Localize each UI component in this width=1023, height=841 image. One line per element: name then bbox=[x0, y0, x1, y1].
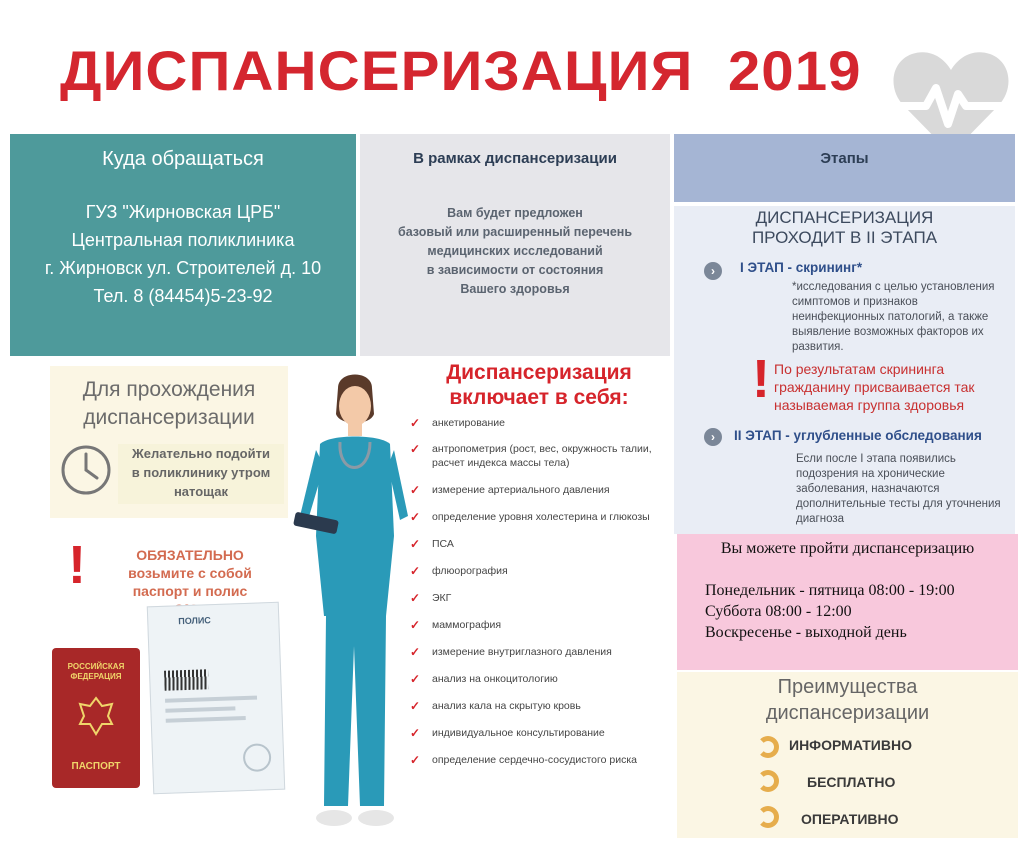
contacts-phone: Тел. 8 (84454)5-23-92 bbox=[93, 286, 273, 306]
includes-item bbox=[410, 699, 652, 713]
check-icon: ✓ bbox=[410, 510, 421, 524]
benefits-title bbox=[677, 674, 1018, 726]
stage-note-line: называемая группа здоровья bbox=[774, 397, 965, 413]
contacts-heading: Куда обращаться bbox=[102, 148, 264, 170]
stage1-desc-line: симптомов и признаков bbox=[792, 296, 918, 308]
includes-item-text: анализ кала на скрытую кровь bbox=[432, 700, 581, 712]
passport-country-line: ФЕДЕРАЦИЯ bbox=[70, 672, 122, 681]
stamp-icon bbox=[243, 743, 272, 772]
stage2-desc-line: дополнительные тесты для уточнения bbox=[796, 498, 1001, 510]
check-icon: ✓ bbox=[410, 699, 421, 713]
exclamation-icon: ! bbox=[68, 535, 86, 595]
must-line: возьмите с собой bbox=[128, 565, 252, 581]
policy-image bbox=[147, 602, 285, 794]
scope-line: Вашего здоровья bbox=[460, 282, 570, 296]
check-icon: ✓ bbox=[410, 753, 421, 767]
stage1-arrow-icon: › bbox=[704, 262, 722, 280]
includes-item-text: индивидуальное консультирование bbox=[432, 727, 605, 739]
includes-item bbox=[410, 726, 652, 740]
benefit-item: ОПЕРАТИВНО bbox=[801, 811, 899, 827]
includes-item bbox=[410, 537, 652, 551]
stages-heading: Этапы bbox=[820, 150, 869, 167]
visit-note-line: натощак bbox=[173, 484, 229, 499]
stage1-desc-line: развития. bbox=[792, 341, 844, 353]
benefit-item: БЕСПЛАТНО bbox=[807, 774, 896, 790]
exclamation-icon: ! bbox=[752, 349, 770, 409]
stage1-description bbox=[792, 280, 994, 355]
stage2-desc-line: подозрения на хронические bbox=[796, 468, 945, 480]
policy-label: ПОЛИС bbox=[178, 615, 211, 627]
includes-item bbox=[410, 416, 652, 430]
schedule-saturday: Суббота 08:00 - 12:00 bbox=[705, 603, 852, 620]
includes-item bbox=[410, 591, 652, 605]
includes-item bbox=[410, 510, 652, 524]
check-icon: ✓ bbox=[410, 672, 421, 686]
visit-title bbox=[50, 376, 288, 432]
includes-title bbox=[394, 360, 684, 410]
stages-title-line: ПРОХОДИТ В II ЭТАПА bbox=[751, 228, 938, 247]
policy-line bbox=[165, 706, 235, 712]
nurse-illustration bbox=[290, 366, 420, 836]
includes-item bbox=[410, 618, 652, 632]
visit-note-line: Желательно подойти bbox=[132, 446, 270, 461]
includes-title-line: включает в себя: bbox=[449, 386, 629, 409]
schedule-hours bbox=[705, 580, 955, 643]
includes-item-text: антропометрия (рост, вес, окружность талии, bbox=[432, 443, 652, 455]
stage2-arrow-icon: › bbox=[704, 428, 722, 446]
stage-note-line: гражданину присваивается так bbox=[774, 379, 975, 395]
includes-item bbox=[410, 442, 652, 470]
includes-item-text: измерение внутриглазного давления bbox=[432, 646, 612, 658]
benefit-arrow-icon bbox=[757, 770, 779, 792]
contacts-clinic: Центральная поликлиника bbox=[71, 230, 295, 250]
check-icon: ✓ bbox=[410, 564, 421, 578]
stages-title-line: ДИСПАНСЕРИЗАЦИЯ bbox=[755, 208, 934, 227]
stages-title bbox=[674, 208, 1015, 248]
stage2-description bbox=[796, 452, 1001, 527]
contacts-panel bbox=[10, 134, 356, 356]
stage1-desc-line: *исследования с целью установления bbox=[792, 281, 995, 293]
contacts-org: ГУЗ "Жирновская ЦРБ" bbox=[85, 202, 281, 222]
includes-item-text: анализ на онкоцитологию bbox=[432, 673, 558, 685]
check-icon: ✓ bbox=[410, 726, 421, 740]
check-icon: ✓ bbox=[410, 416, 421, 430]
check-icon: ✓ bbox=[410, 537, 421, 551]
visit-note bbox=[118, 444, 284, 504]
stage2-desc-line: заболевания, назначаются bbox=[796, 483, 940, 495]
passport-country bbox=[52, 662, 140, 682]
contacts-address: г. Жирновск ул. Строителей д. 10 bbox=[44, 258, 322, 278]
includes-item-text: флюорография bbox=[432, 565, 508, 577]
visit-title-line: Для прохождения bbox=[82, 378, 256, 401]
includes-item-text: ПСА bbox=[432, 538, 454, 550]
scope-line: в зависимости от состояния bbox=[426, 263, 604, 277]
includes-item-text: измерение артериального давления bbox=[432, 484, 610, 496]
scope-line: медицинских исследований bbox=[427, 244, 603, 258]
includes-item-text: определение сердечно-сосудистого риска bbox=[432, 754, 637, 766]
includes-item bbox=[410, 564, 652, 578]
benefit-arrow-icon bbox=[757, 736, 779, 758]
schedule-panel bbox=[677, 534, 1018, 670]
includes-item bbox=[410, 672, 652, 686]
passport-country-line: РОССИЙСКАЯ bbox=[67, 662, 125, 671]
benefits-title-line: диспансеризации bbox=[765, 702, 930, 724]
scope-panel bbox=[360, 134, 670, 356]
scope-line: Вам будет предложен bbox=[447, 206, 583, 220]
stage-note-line: По результатам скрининга bbox=[774, 361, 945, 377]
includes-item-text: маммография bbox=[432, 619, 502, 631]
stage2-desc-line: диагноза bbox=[796, 513, 845, 525]
includes-item bbox=[410, 483, 652, 497]
title-text: ДИСПАНСЕРИЗАЦИЯ bbox=[60, 39, 694, 102]
benefit-arrow-icon bbox=[757, 806, 779, 828]
includes-item-text: анкетирование bbox=[432, 417, 505, 429]
stage-note bbox=[774, 360, 975, 414]
barcode-icon bbox=[164, 669, 209, 691]
policy-line bbox=[165, 696, 257, 703]
visit-panel bbox=[50, 366, 288, 518]
passport-image bbox=[52, 648, 140, 788]
schedule-heading: Вы можете пройти диспансеризацию bbox=[720, 540, 975, 557]
page-title bbox=[60, 38, 862, 103]
check-icon: ✓ bbox=[410, 591, 421, 605]
must-line: ОБЯЗАТЕЛЬНО bbox=[136, 547, 244, 563]
stage1-title: I ЭТАП - скрининг* bbox=[740, 260, 863, 275]
scope-heading: В рамках диспансеризации bbox=[413, 150, 617, 167]
benefits-panel bbox=[677, 672, 1018, 838]
schedule-weekdays: Понедельник - пятница 08:00 - 19:00 bbox=[705, 582, 955, 599]
check-icon: ✓ bbox=[410, 483, 421, 497]
stage2-desc-line: Если после I этапа появились bbox=[796, 453, 956, 465]
includes-item-text: определение уровня холестерина и глюкозы bbox=[432, 511, 650, 523]
stages-panel bbox=[674, 206, 1015, 534]
includes-list bbox=[410, 416, 652, 767]
check-icon: ✓ bbox=[410, 645, 421, 659]
benefits-title-line: Преимущества bbox=[777, 676, 918, 698]
scope-text bbox=[372, 204, 658, 299]
coat-of-arms-icon bbox=[76, 694, 116, 738]
policy-line bbox=[166, 716, 246, 723]
contacts-details bbox=[10, 198, 356, 310]
stages-header bbox=[674, 134, 1015, 202]
visit-note-line: в поликлинику утром bbox=[131, 465, 271, 480]
includes-title-line: Диспансеризация bbox=[446, 361, 632, 384]
check-icon: ✓ bbox=[410, 618, 421, 632]
stage1-desc-line: выявление возможных факторов их bbox=[792, 326, 984, 338]
must-line: паспорт и полис bbox=[132, 583, 248, 599]
title-year: 2019 bbox=[727, 39, 862, 102]
includes-item bbox=[410, 645, 652, 659]
includes-item-text: расчет индекса массы тела) bbox=[432, 457, 570, 469]
clock-icon bbox=[60, 444, 112, 496]
visit-title-line: диспансеризации bbox=[83, 406, 255, 429]
stage1-desc-line: неинфекционных патологий, а также bbox=[792, 311, 989, 323]
stage2-title: II ЭТАП - углубленные обследования bbox=[734, 428, 982, 443]
passport-label: ПАСПОРТ bbox=[71, 761, 121, 772]
includes-item bbox=[410, 753, 652, 767]
scope-line: базовый или расширенный перечень bbox=[397, 225, 633, 239]
check-icon: ✓ bbox=[410, 442, 421, 456]
includes-item-text: ЭКГ bbox=[432, 592, 452, 604]
schedule-sunday: Воскресенье - выходной день bbox=[705, 624, 907, 641]
benefit-item: ИНФОРМАТИВНО bbox=[789, 737, 912, 753]
